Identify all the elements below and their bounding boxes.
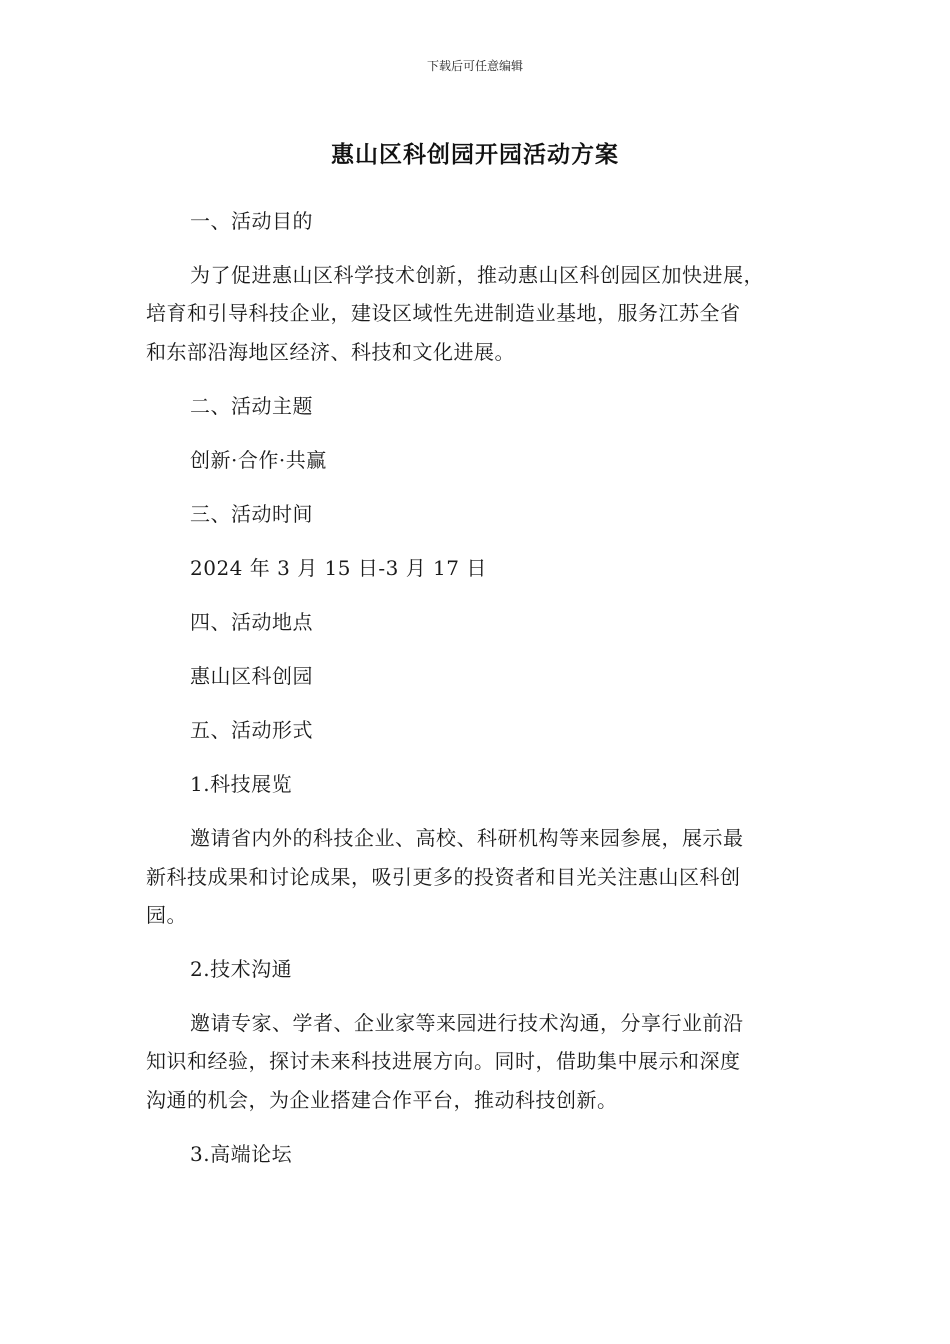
format-item-title-1: 1.科技展览: [190, 772, 293, 796]
format-item-1-line-2: 新科技成果和讨论成果，吸引更多的投资者和目光关注惠山区科创: [146, 865, 741, 889]
theme-text: 创新·合作·共赢: [190, 448, 327, 472]
purpose-line-3: 和东部沿海地区经济、科技和文化进展。: [146, 340, 515, 364]
purpose-line-2: 培育和引导科技企业，建设区域性先进制造业基地，服务江苏全省: [146, 301, 741, 325]
section-heading-time: 三、活动时间: [190, 502, 313, 526]
document-title: 惠山区科创园开园活动方案: [331, 142, 619, 168]
section-heading-purpose: 一、活动目的: [190, 209, 313, 233]
format-item-2-line-2: 知识和经验，探讨未来科技进展方向。同时，借助集中展示和深度: [146, 1049, 741, 1073]
format-item-1-line-3: 园。: [146, 903, 187, 927]
header-note: 下载后可任意编辑: [426, 59, 523, 73]
format-item-title-3: 3.高端论坛: [190, 1142, 293, 1166]
section-heading-theme: 二、活动主题: [190, 394, 313, 418]
format-item-title-2: 2.技术沟通: [190, 957, 293, 981]
purpose-line-1: 为了促进惠山区科学技术创新，推动惠山区科创园区加快进展，: [190, 263, 764, 287]
format-item-2-line-3: 沟通的机会，为企业搭建合作平台，推动科技创新。: [146, 1088, 618, 1112]
location-text: 惠山区科创园: [190, 664, 313, 688]
section-heading-location: 四、活动地点: [190, 610, 313, 634]
format-item-2-line-1: 邀请专家、学者、企业家等来园进行技术沟通，分享行业前沿: [190, 1011, 744, 1035]
section-heading-format: 五、活动形式: [190, 718, 313, 742]
format-item-1-line-1: 邀请省内外的科技企业、高校、科研机构等来园参展，展示最: [190, 826, 744, 850]
time-text: 2024 年 3 月 15 日-3 月 17 日: [190, 556, 487, 580]
